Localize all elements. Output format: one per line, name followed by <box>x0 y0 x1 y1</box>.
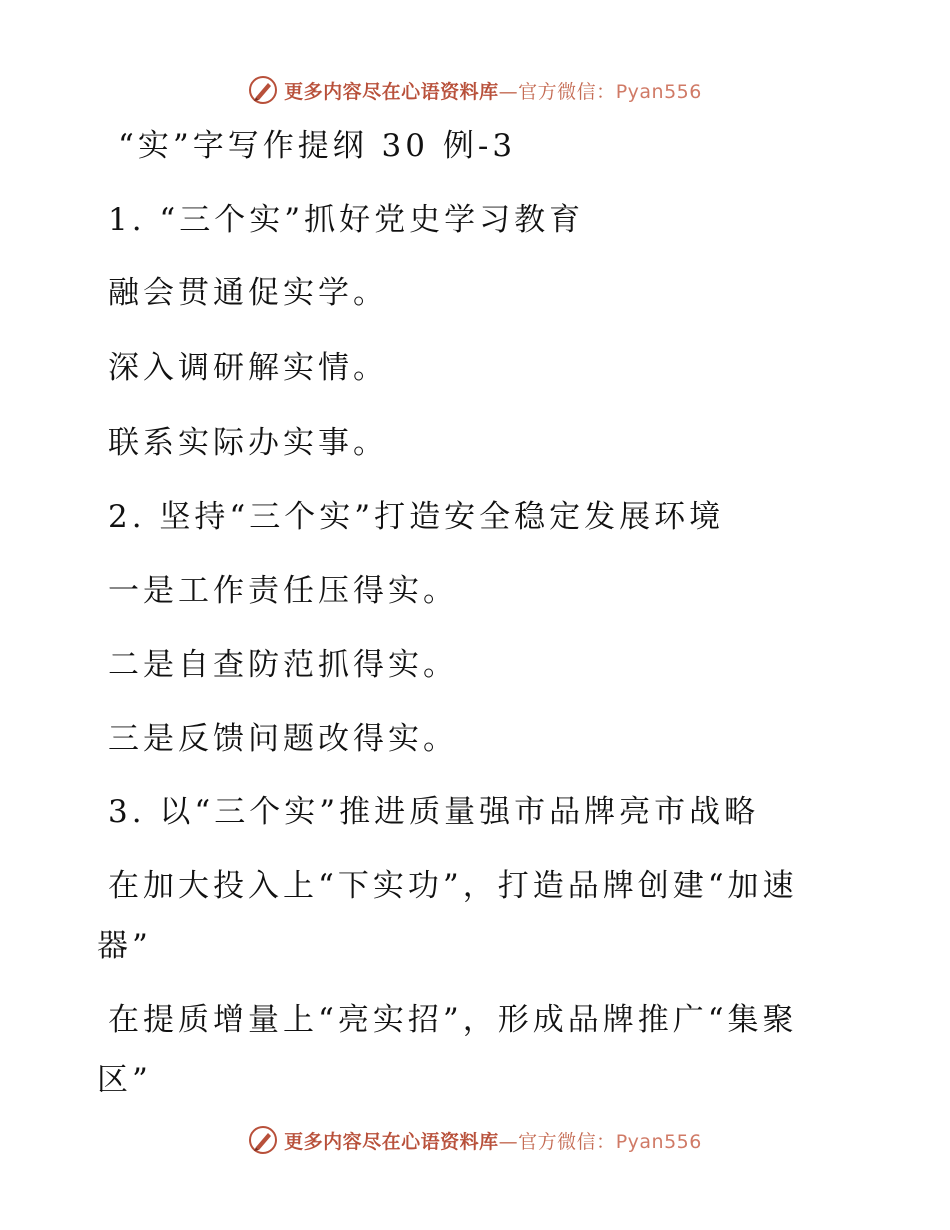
body-line: 融会贯通促实学。 <box>108 275 388 311</box>
body-line-continuation: 器” <box>97 928 152 964</box>
body-line: 深入调研解实情。 <box>108 350 388 386</box>
footer-watermark <box>0 1120 950 1160</box>
watermark-brand: 更多内容尽在心语资料库 <box>284 80 499 103</box>
body-line-continuation: 区” <box>97 1062 152 1098</box>
section-heading-1: 1. “三个实”抓好党史学习教育 <box>108 202 585 238</box>
watermark-official: 官方微信： <box>518 80 616 103</box>
section-heading-2: 2. 坚持“三个实”打造安全稳定发展环境 <box>108 499 725 535</box>
body-line: 三是反馈问题改得实。 <box>108 721 458 757</box>
document-title: “实”字写作提纲 30 例-3 <box>118 128 517 164</box>
body-line: 在提质增量上“亮实招”，形成品牌推广“集聚 <box>108 1002 798 1038</box>
body-line: 二是自查防范抓得实。 <box>108 647 458 683</box>
watermark-id: Pyan556 <box>615 80 702 103</box>
watermark-id: Pyan556 <box>615 1130 702 1153</box>
watermark-brand: 更多内容尽在心语资料库 <box>284 1130 499 1153</box>
pen-logo-icon <box>248 75 278 105</box>
body-line: 在加大投入上“下实功”，打造品牌创建“加速 <box>108 868 798 904</box>
section-heading-3: 3. 以“三个实”推进质量强市品牌亮市战略 <box>108 794 760 830</box>
watermark-separator: — <box>498 80 519 103</box>
pen-logo-icon <box>248 1125 278 1155</box>
watermark-official: 官方微信： <box>518 1130 616 1153</box>
watermark-separator: — <box>498 1130 519 1153</box>
header-watermark <box>0 70 950 110</box>
body-line: 一是工作责任压得实。 <box>108 573 458 609</box>
body-line: 联系实际办实事。 <box>108 425 388 461</box>
